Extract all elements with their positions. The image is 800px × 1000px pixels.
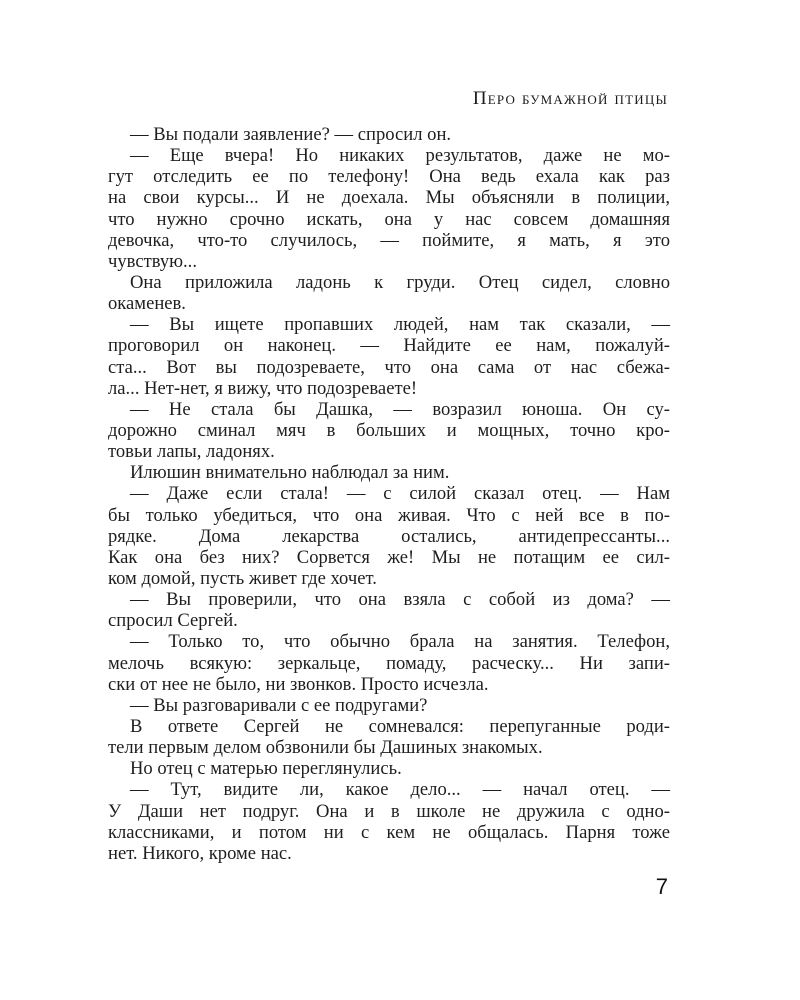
text-line: — Тут, видите ли, какое дело... — начал отец. — bbox=[130, 779, 670, 801]
text-line: — Не стала бы Дашка, — возразил юноша. Он су- bbox=[130, 398, 670, 420]
text-line: бы только убедиться, что она живая. Что с ней все в по- bbox=[108, 504, 670, 526]
paragraph bbox=[108, 695, 670, 716]
text-line: Илюшин внимательно наблюдал за ним. bbox=[130, 462, 450, 484]
text-line: У Даши нет подруг. Она и в школе не дружила с одно- bbox=[108, 800, 670, 822]
paragraph bbox=[108, 779, 670, 864]
paragraph bbox=[108, 272, 670, 314]
text-line: ла... Нет-нет, я вижу, что подозреваете! bbox=[108, 377, 418, 399]
text-line: товьи лапы, ладонях. bbox=[108, 441, 275, 463]
text-line: Но отец с матерью переглянулись. bbox=[130, 758, 402, 780]
page-number: 7 bbox=[655, 874, 668, 899]
text-line: мелочь всякую: зеркальце, помаду, расческу... Ни запи- bbox=[108, 652, 670, 674]
text-line: тели первым делом обзвонили бы Дашиных знакомых. bbox=[108, 737, 543, 759]
text-line: ски от нее не было, ни звонков. Просто исчезла. bbox=[108, 673, 489, 695]
paragraph bbox=[108, 758, 670, 779]
paragraph bbox=[108, 483, 670, 589]
text-line: — Даже если стала! — с силой сказал отец. — Нам bbox=[130, 483, 670, 505]
text-line: чувствую... bbox=[108, 250, 197, 272]
text-line: дорожно сминал мяч в больших и мощных, точно кро- bbox=[108, 419, 670, 441]
paragraph bbox=[108, 399, 670, 462]
paragraph bbox=[108, 716, 670, 758]
text-line: — Вы ищете пропавших людей, нам так сказали, — bbox=[130, 314, 670, 336]
text-line: — Вы разговаривали с ее подругами? bbox=[130, 694, 428, 716]
body-text bbox=[108, 124, 670, 864]
text-line: — Вы подали заявление? — спросил он. bbox=[130, 124, 452, 145]
text-line: на свои курсы... И не доехала. Мы объясняли в полиции, bbox=[108, 187, 670, 209]
text-line: — Еще вчера! Но никаких результатов, даже не мо- bbox=[130, 145, 670, 167]
text-line: Как она без них? Сорвется же! Мы не потащим ее сил- bbox=[108, 546, 670, 568]
text-line: рядке. Дома лекарства остались, антидепрессанты... bbox=[108, 525, 670, 547]
text-line: — Вы проверили, что она взяла с собой из дома? — bbox=[130, 589, 670, 611]
text-line: гут отследить ее по телефону! Она ведь ехала как раз bbox=[108, 166, 670, 188]
text-line: спросил Сергей. bbox=[108, 610, 238, 632]
text-line: окаменев. bbox=[108, 293, 186, 315]
text-line: В ответе Сергей не сомневался: перепуганные роди- bbox=[130, 715, 670, 737]
text-line: проговорил он наконец. — Найдите ее нам, пожалуй- bbox=[108, 335, 670, 357]
text-line: ком домой, пусть живет где хочет. bbox=[108, 567, 377, 589]
text-line: что нужно срочно искать, она у нас совсем домашняя bbox=[108, 208, 670, 230]
paragraph bbox=[108, 145, 670, 272]
paragraph bbox=[108, 124, 670, 145]
text-line: ста... Вот вы подозреваете, что она сама от нас сбежа- bbox=[108, 356, 670, 378]
text-line: классниками, и потом ни с кем не общалась. Парня тоже bbox=[108, 821, 670, 843]
paragraph bbox=[108, 631, 670, 694]
paragraph bbox=[108, 462, 670, 483]
running-head: Перо бумажной птицы bbox=[472, 88, 668, 109]
text-line: девочка, что-то случилось, — поймите, я мать, я это bbox=[108, 229, 670, 251]
text-line: нет. Никого, кроме нас. bbox=[108, 842, 292, 864]
text-line: — Только то, что обычно брала на занятия. Телефон, bbox=[130, 631, 670, 653]
paragraph bbox=[108, 314, 670, 399]
text-line: Она приложила ладонь к груди. Отец сидел, словно bbox=[130, 271, 670, 293]
paragraph bbox=[108, 589, 670, 631]
